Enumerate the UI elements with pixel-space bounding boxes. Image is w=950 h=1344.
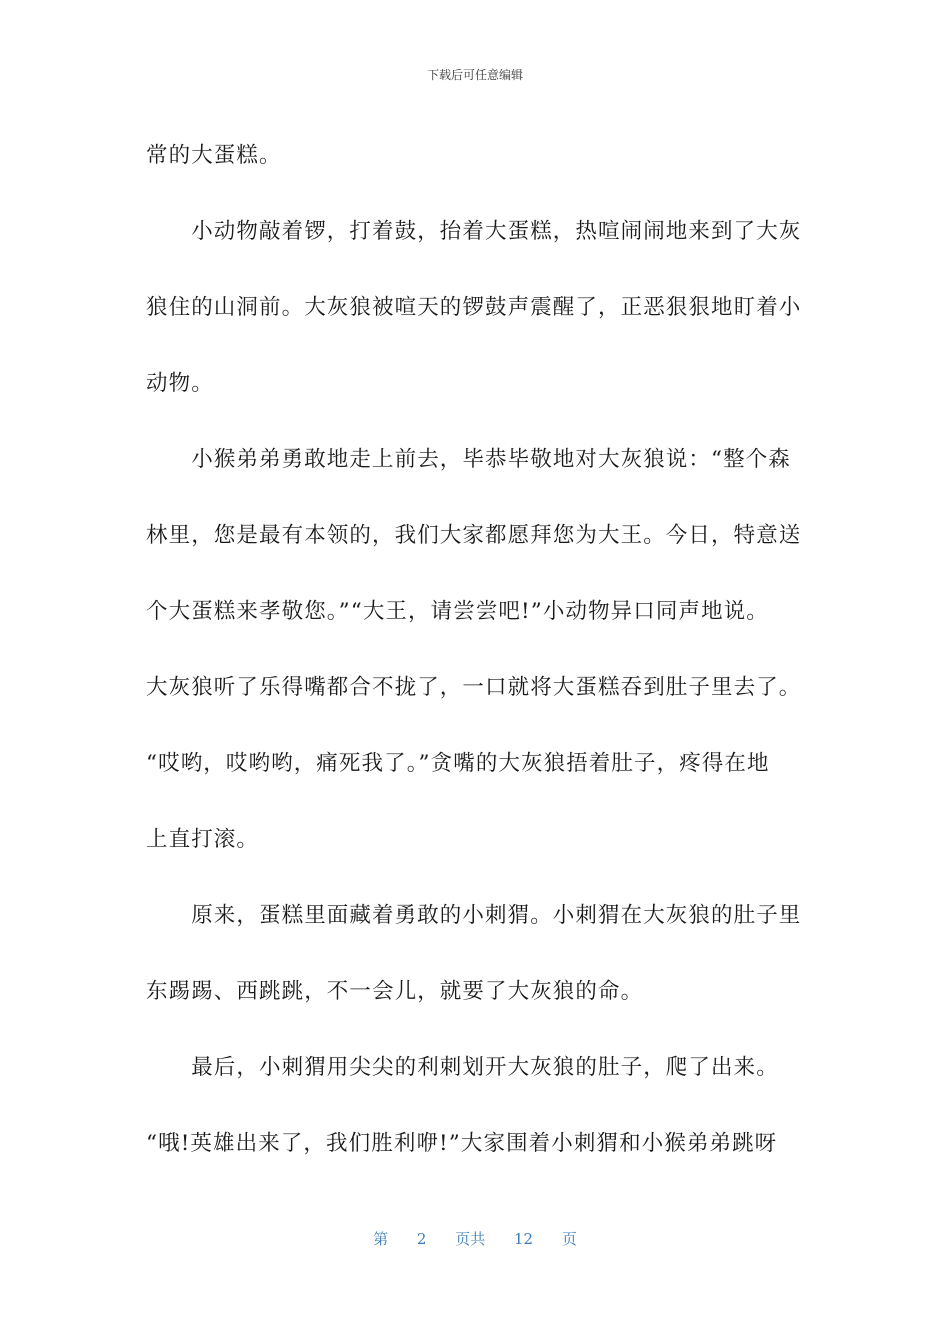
page-label: 第 xyxy=(373,1230,389,1248)
text-line: “哦!英雄出来了，我们胜利咿!”大家围着小刺猬和小猴弟弟跳呀 xyxy=(146,1131,778,1156)
text-line: 林里，您是最有本领的，我们大家都愿拜您为大王。今日，特意送 xyxy=(146,523,802,548)
text-line: 大灰狼听了乐得嘴都合不拢了，一口就将大蛋糕吞到肚子里去了。 xyxy=(146,675,802,700)
text-line: 狼住的山洞前。大灰狼被喧天的锣鼓声震醒了，正恶狠狠地盯着小 xyxy=(146,295,802,320)
text-line: 个大蛋糕来孝敬您。”“大王，请尝尝吧!”小动物异口同声地说。 xyxy=(146,599,769,624)
text-line: 原来，蛋糕里面藏着勇敢的小刺猬。小刺猬在大灰狼的肚子里 xyxy=(146,903,802,928)
document-body xyxy=(146,118,802,1182)
text-line: 上直打滚。 xyxy=(146,827,260,852)
text-line: 最后，小刺猬用尖尖的利刺划开大灰狼的肚子，爬了出来。 xyxy=(146,1055,779,1080)
page-suffix: 页 xyxy=(561,1230,577,1248)
text-line: 小动物敲着锣，打着鼓，抬着大蛋糕，热喧闹闹地来到了大灰 xyxy=(146,219,802,244)
page-header: 下载后可任意编辑 xyxy=(426,68,523,82)
text-line: 常的大蛋糕。 xyxy=(146,143,282,168)
total-pages: 12 xyxy=(514,1230,534,1248)
text-line: “哎哟，哎哟哟，痛死我了。”贪嘴的大灰狼捂着肚子，疼得在地 xyxy=(146,751,770,776)
page-footer xyxy=(0,1228,950,1249)
total-prefix: 页共 xyxy=(455,1230,486,1248)
page-number: 2 xyxy=(416,1230,427,1248)
text-line: 动物。 xyxy=(146,371,214,396)
text-line: 小猴弟弟勇敢地走上前去，毕恭毕敬地对大灰狼说：“整个森 xyxy=(146,447,791,472)
text-line: 东踢踢、西跳跳，不一会儿，就要了大灰狼的命。 xyxy=(146,979,644,1004)
